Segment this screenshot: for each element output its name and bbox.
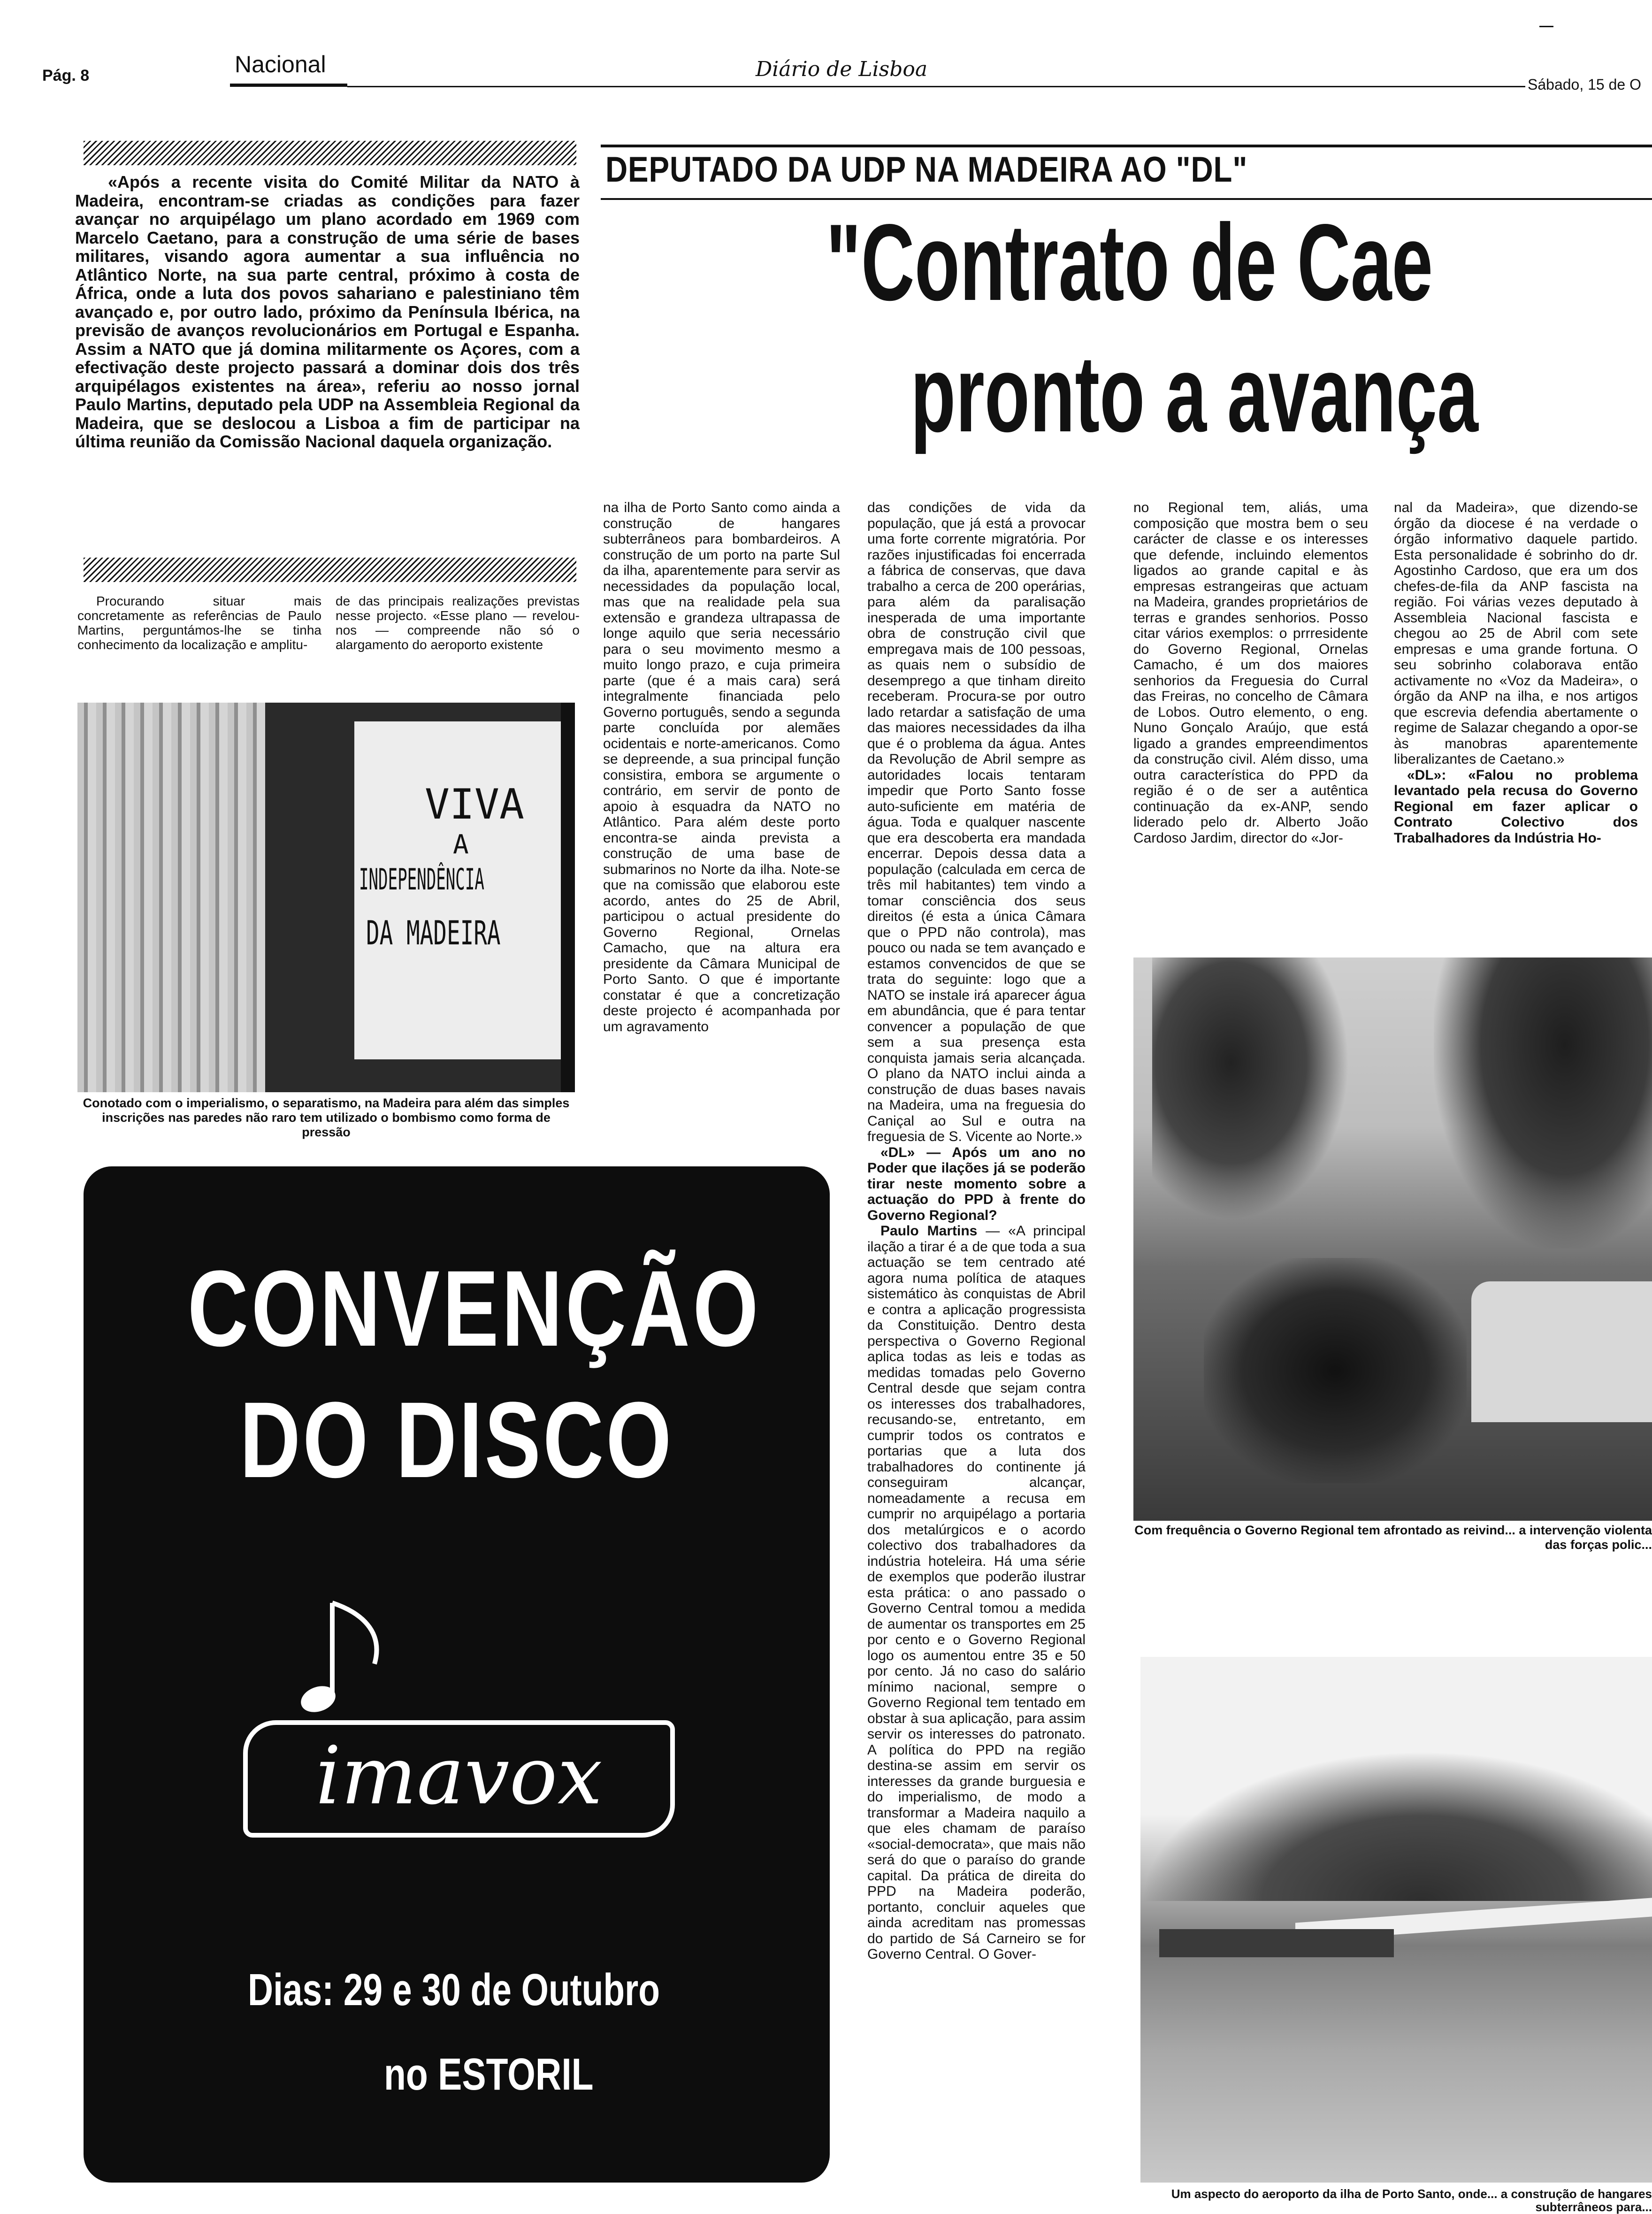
- graffiti-photo: [77, 703, 575, 1092]
- headline-line-2: pronto a avança: [910, 333, 1478, 455]
- page-header: [0, 0, 1652, 103]
- question-2-prefix: «DL»:: [1407, 767, 1468, 783]
- question-1-text: Após um ano no Poder que ilações já se poderão tirar neste momento sobre a actuação do PPD à frente do Governo Regional?: [867, 1144, 1086, 1223]
- column-3-text: das condições de vida da população, que já está a provocar uma forte corrente migratória. Por razões injustificadas foi encerrada a fábrica de conservas, que dava trabalho a cerca de 200 operárias, para além da paralisação inesperada de uma importante obra de construção civil que empregava mais de 100 pessoas, as quais nem o subsídio de desemprego a que tinham direito receberam. Procura-se por outro lado retardar a satisfação de uma das maiores necessidades da ilha que é o problema da água. Antes da Revolução de Abril sempre as autoridades locais tentaram impedir que Porto Santo fosse auto-suficiente em matéria de água. Toda e qualquer nascente que era descoberta era mandada encerrar. Depois dessa data a população (calculada em cerca de três mil habitantes) tem vindo a tomar consciência dos seus direitos (é esta a única Câmara que o PPD não controla), mas pouco ou nada se tem avançado e estamos convencidos de que se trata do seguinte: logo que a NATO se instale irá aparecer água em abundância, que é para tentar convencer a população de que sem a sua presença esta conquista jamais seria alcançada. O plano da NATO inclui ainda a construção de duas bases navais na Madeira, uma na freguesia do Caniçal ao Sul e outra na freguesia de S. Vicente ao Norte.»: [867, 500, 1086, 1144]
- graffiti-line-2: A: [453, 829, 469, 860]
- corner-dash: [1539, 26, 1553, 27]
- street-photo-caption: Com frequência o Governo Regional tem afrontado as reivind... a intervenção violenta das forças polic...: [1134, 1523, 1652, 1552]
- kicker-rule: [601, 145, 1652, 147]
- column-2: na ilha de Porto Santo como ainda a construção de hangares subterrâneos para bombardeiros. A construção de um porto na parte Sul da ilha, aparentemente para servir as necessidades da população local, mas que na realidade pela sua extensão e grandeza ultrapassa de longe aquilo que seria necessário para o seu movimento mesmo a muito longo prazo, e cuja primeira parte (que é a mais cara) será integralmente financiada pelo Governo português, sendo a segunda parte concluída por alemães ocidentais e norte-americanos. Como se depreende, a sua principal função consistira, embora se argumente o contrário, em servir de ponto de apoio à esquadra da NATO no Atlântico. Para além deste porto encontra-se ainda prevista a construção de uma base de submarinos no Norte da ilha. Note-se que na comissão que elaborou este acordo, antes do 25 de Abril, participou o actual presidente do Governo Regional, Ornelas Camacho, que na altura era presidente da Câmara Municipal de Porto Santo. O que é importante constatar é que a concretização deste projecto é acompanhada por um agravamento: [603, 500, 840, 1034]
- graffiti-line-4: DA MADEIRA: [366, 914, 501, 952]
- terminal: [1159, 1929, 1394, 1957]
- column-4: no Regional tem, aliás, uma composição que mostra bem o seu carácter de classe e os interesses que defende, incluindo elementos ligados ao grande capital e às empresas estrangeiras que actuam na Madeira, grandes proprietários de terras e grandes senhorios. Posso citar vários exemplos: o prrresidente do Governo Regional, Ornelas Camacho, é um dos maiores senhorios da Freguesia do Curral das Freiras, no concelho de Câmara de Lobos. Outro elemento, o eng. Nuno Gonçalo Araújo, que está ligado a grandes empreendimentos da construção civil. Além disso, uma outra característica do PPD da região é o de ser a autêntica continuação da ex-ANP, sendo liderado pelo dr. Alberto João Cardoso Jardim, director do «Jor-: [1133, 500, 1368, 846]
- question-2-text: «Falou no problema levantado pela recusa do Governo Regional em fazer aplicar o Contrato Colectivo dos Trabalhadores da Indústria Ho-: [1394, 767, 1638, 846]
- intro-paragraph: «Após a recente visita do Comité Militar da NATO à Madeira, encontram-se criadas as condições para fazer avançar no arquipélago um plano acordado em 1969 com Marcelo Caetano, para a construção de uma série de bases militares, visando agora aumentar a sua influência no Atlântico Norte, na sua parte central, próximo à costa de África, onde a luta dos povos sahariano e palestiniano têm avançado e, por outro lado, próximo da Península Ibérica, na previsão de avanços revolucionários em Portugal e Espanha. Assim a NATO que já domina militarmente os Açores, com a efectivação deste projecto passará a dominar dois dos três arquipélagos existentes na área», referiu ao nosso jornal Paulo Martins, deputado pela UDP na Assembleia Regional da Madeira, que se deslocou a Lisboa a fim de participar na última reunião da Comissão Nacional daquela organização.: [75, 172, 580, 451]
- column-1a: Procurando situar mais concretamente as referências de Paulo Martins, perguntámos-lhe se tinha conhecimento da localização e amplitu-: [77, 594, 321, 652]
- question-1: [867, 1145, 1086, 1224]
- header-rule: [347, 86, 1525, 87]
- headline-line-1: "Contrato de Cae: [826, 202, 1433, 323]
- ad-place: no ESTORIL: [384, 2049, 594, 2099]
- article-kicker: DEPUTADO DA UDP NA MADEIRA AO "DL": [605, 150, 1248, 190]
- ad-dates: Dias: 29 e 30 de Outubro: [248, 1965, 660, 2015]
- masthead: Diário de Lisboa: [756, 57, 928, 81]
- section-underline: [230, 84, 347, 87]
- brand-logo: imavox: [315, 1730, 603, 1823]
- issue-date: Sábado, 15 de O: [1528, 76, 1641, 93]
- answer-1-name: Paulo Martins: [880, 1223, 978, 1239]
- section-title: Nacional: [235, 51, 326, 77]
- graffiti-caption: Conotado com o imperialismo, o separatismo, na Madeira para além das simples inscrições nas paredes não raro tem utilizado o bombismo como forma de pressão: [83, 1096, 570, 1139]
- question-2: [1394, 767, 1638, 846]
- column-3: [867, 500, 1086, 1962]
- mountain: [1140, 1751, 1652, 1901]
- graffiti-line-3: INDEPENDÊNCIA: [359, 862, 484, 896]
- airport-photo-caption: Um aspecto do aeroporto da ilha de Porto Santo, onde... a construção de hangares subterrâneos para...: [1171, 2187, 1652, 2214]
- wall-shadow: [561, 703, 575, 1092]
- hatch-bar-bottom: [84, 558, 576, 582]
- column-5: [1394, 500, 1638, 846]
- music-note-icon: [290, 1593, 393, 1734]
- tree-right: [1434, 958, 1652, 1249]
- answer-1: [867, 1223, 1086, 1962]
- ad-title-1: CONVENÇÃO: [187, 1248, 762, 1369]
- curtain: [77, 703, 265, 1092]
- answer-1-text: — «A principal ilação a tirar é a de que toda a sua actuação se tem centrado até agora numa política de ataques sistemático às conquistas de Abril e contra a aplicação progressista da Constituição. Dentro desta perspectiva o Governo Regional aplica todas as leis e todas as medidas tomadas pelo Governo Central desde que sejam contra os interesses dos trabalhadores, recusando-se, entretanto, em cumprir todos os contratos e portarias que a luta dos trabalhadores do continente já conseguiram alcançar, nomeadamente a recusa em cumprir no arquipélago a portaria dos metalúrgicos e o acordo colectivo dos trabalhadores da indústria hoteleira. Há uma série de exemplos que poderão ilustrar esta prática: o ano passado o Governo Central tomou a medida de aumentar os transportes em 25 por cento e o Governo Regional logo os aumentou entre 35 e 50 por cento. Já no caso do salário mínimo nacional, sempre o Governo Regional tem tentado em obstar à sua aplicação, para assim servir os interesses do patronato. A política do PPD na região destina-se assim em servir os interesses da grande burguesia e do imperialismo, de modo a transformar a Madeira naquilo a que eles chamam de paraíso «social-democrata», que mais não será do que o paraíso do grande capital. Da prática de direita do PPD na Madeira poderão, portanto, concluir aqueles que ainda acreditam nas promessas do partido de Sá Carneiro se for Governo Central. O Gover-: [867, 1223, 1086, 1962]
- car: [1471, 1281, 1652, 1422]
- hatch-bar-top: [84, 141, 576, 165]
- ad-title-2: DO DISCO: [239, 1379, 674, 1500]
- ad-box: [84, 1166, 830, 2183]
- column-1b: de das principais realizações previstas nesse projecto. «Esse plano — revelou-nos — compreende não só o alargamento do aeroporto existente: [336, 594, 580, 652]
- tree-left: [1152, 958, 1349, 1220]
- crowd: [1204, 1258, 1467, 1483]
- graffiti-line-1: VIVA: [425, 780, 524, 828]
- street-photo: [1133, 958, 1652, 1521]
- kicker-underline: [601, 198, 1652, 200]
- column-5-text: nal da Madeira», que dizendo-se órgão da diocese é na verdade o órgão informativo daquele partido. Esta personalidade é sobrinho do dr. Agostinho Cardoso, que era um dos chefes-de-fila da ANP fascista na região. Foi várias vezes deputado à Assembleia Nacional fascista e chegou ao 25 de Abril com sete empresas e uma grande fortuna. O seu sobrinho colaborava então activamente no «Voz da Madeira», o órgão da ANP na ilha, e nos artigos que escrevia defendia abertamente o regime de Salazar chegando a opor-se às manobras aparentemente liberalizantes de Caetano.»: [1394, 500, 1638, 767]
- airport-photo: [1140, 1657, 1652, 2183]
- question-1-prefix: «DL» —: [880, 1144, 952, 1160]
- page-number: Pág. 8: [42, 67, 90, 84]
